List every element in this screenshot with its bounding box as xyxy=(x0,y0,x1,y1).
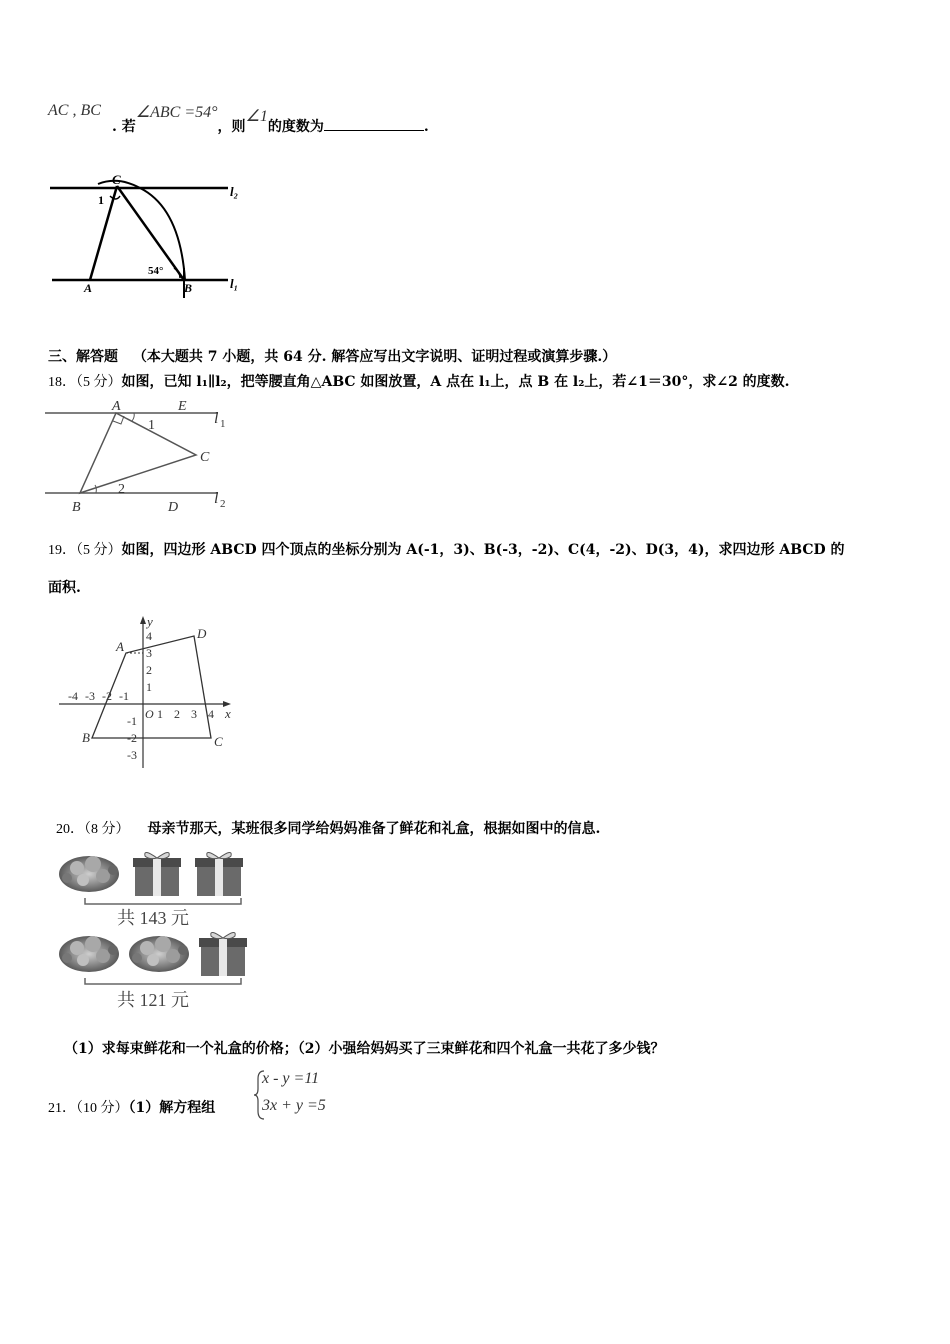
q21-eq1: x - y =11 xyxy=(262,1070,320,1087)
q20-label-1: 共 143 元 xyxy=(117,908,189,928)
q17-label-l1: l₁ xyxy=(230,276,239,291)
flower-icon xyxy=(59,856,119,892)
q20-bracket-2 xyxy=(85,978,241,984)
q18-angle1-mark xyxy=(132,413,134,421)
x-axis-label: x xyxy=(225,706,231,721)
q18-label-l2-sub: 2 xyxy=(220,498,226,510)
section3-heading xyxy=(48,346,616,366)
x-tick-label: -4 xyxy=(68,689,78,703)
q18-figure xyxy=(40,397,240,517)
y-axis-arrow xyxy=(140,616,146,624)
q18-label-a: A xyxy=(112,399,121,414)
q20-number: 20．（8 分） xyxy=(56,822,130,837)
y-tick-label: -1 xyxy=(127,714,137,728)
q18-label-1: 1 xyxy=(148,418,155,433)
vertex-label-a: A xyxy=(116,639,124,654)
q17-ze: ，则 xyxy=(217,119,246,135)
q17-tail: 的度数为 xyxy=(267,119,324,135)
q20-questions: （1）求每束鲜花和一个礼盒的价格；（2）小强给妈妈买了三束鲜花和四个礼盒一共花了多少钱？ xyxy=(64,1041,665,1057)
q17-text xyxy=(112,104,429,136)
q17-label-c: C xyxy=(112,172,121,187)
q21-text: （1）解方程组 xyxy=(128,1100,216,1116)
q20-text: 母亲节那天，某班很多同学给妈妈准备了鲜花和礼盒，根据如图中的信息. xyxy=(147,821,601,837)
x-tick-label: -1 xyxy=(119,689,129,703)
flower-icon xyxy=(59,936,119,972)
q19-coordinate-figure xyxy=(55,612,245,772)
q19-text1: 如图，四边形 ABCD 四个顶点的坐标分别为 A(-1，3)、B(-3，-2)、C(4，-2)、D(3，4)，求四边形 ABCD 的 xyxy=(121,542,845,558)
q17-angle54-mark xyxy=(174,268,180,278)
q19-text2: 面积. xyxy=(48,580,81,596)
x-tick-label: 1 xyxy=(157,707,163,721)
origin-label: O xyxy=(145,707,154,721)
y-tick-label: 4 xyxy=(146,629,152,643)
x-tick-label: -2 xyxy=(102,689,112,703)
x-tick-label: -3 xyxy=(85,689,95,703)
y-tick-label: -2 xyxy=(127,731,137,745)
q17-segment-expr: AC , BC xyxy=(48,102,101,119)
q20-bracket-1 xyxy=(85,898,241,904)
y-tick-label: 1 xyxy=(146,680,152,694)
y-tick-label: -3 xyxy=(127,748,137,762)
y-tick-label: 3 xyxy=(146,646,152,660)
gift-box-icon xyxy=(195,852,243,896)
vertex-label-b: B xyxy=(82,730,90,745)
q17-ruo: . 若 xyxy=(112,119,136,135)
flower-icon xyxy=(129,936,189,972)
q18-label-l2: l xyxy=(214,490,219,507)
q19-number: 19．（5 分） xyxy=(48,543,122,558)
q18-triangle xyxy=(80,413,196,493)
q20-label-2: 共 121 元 xyxy=(117,990,189,1010)
q17-label-a: A xyxy=(84,281,93,295)
q21-number: 21．（10 分） xyxy=(48,1101,129,1116)
q17-label-1: 1 xyxy=(98,193,104,207)
q18-label-l1: l xyxy=(214,410,219,427)
q18-label-c: C xyxy=(200,450,210,465)
q18-line xyxy=(48,371,790,391)
y-axis-label: y xyxy=(147,614,153,629)
x-tick-label: 3 xyxy=(191,707,197,721)
q18-number: 18．（5 分） xyxy=(48,375,122,390)
q20-line xyxy=(56,818,600,838)
gift-box-icon xyxy=(199,932,247,976)
vertex-label-d: D xyxy=(197,626,207,641)
gift-box-icon xyxy=(133,852,181,896)
q17-label-b: B xyxy=(184,281,193,295)
q19-line2 xyxy=(48,577,81,597)
y-tick-label: 2 xyxy=(146,663,152,677)
q18-label-2: 2 xyxy=(118,482,125,497)
section3-note: （本大题共 7 小题，共 64 分. 解答应写出文字说明、证明过程或演算步骤.） xyxy=(132,349,617,365)
q21-eq2: 3x + y =5 xyxy=(262,1097,326,1114)
q17-angle-expr: ∠ABC =54° xyxy=(135,104,218,121)
q18-label-b: B xyxy=(72,500,81,515)
section3-title: 三、解答题 xyxy=(48,349,118,365)
q18-text: 如图，已知 l₁∥l₂，把等腰直角△ABC 如图放置，A 点在 l₁上，点 B 在 l₂上，若∠1＝30°，求∠2 的度数. xyxy=(121,374,790,390)
q21-line xyxy=(48,1097,215,1117)
q17-label-54: 54° xyxy=(148,265,164,277)
q17-expression-line xyxy=(48,100,101,120)
q19-line1 xyxy=(48,539,845,559)
q20-figure xyxy=(55,848,255,1013)
q18-label-l1-sub: 1 xyxy=(220,418,226,430)
q18-angle2-mark xyxy=(95,485,96,493)
q18-label-e: E xyxy=(178,399,187,414)
vertex-label-c: C xyxy=(214,734,223,749)
x-tick-label: 2 xyxy=(174,707,180,721)
q17-figure xyxy=(40,168,255,303)
q17-period: . xyxy=(423,119,429,135)
x-tick-label: 4 xyxy=(208,707,214,721)
q17-angle1: ∠1 xyxy=(245,108,268,125)
q18-label-d: D xyxy=(168,500,179,515)
q17-label-l2: l₂ xyxy=(230,184,239,199)
q17-answer-blank xyxy=(324,116,424,131)
